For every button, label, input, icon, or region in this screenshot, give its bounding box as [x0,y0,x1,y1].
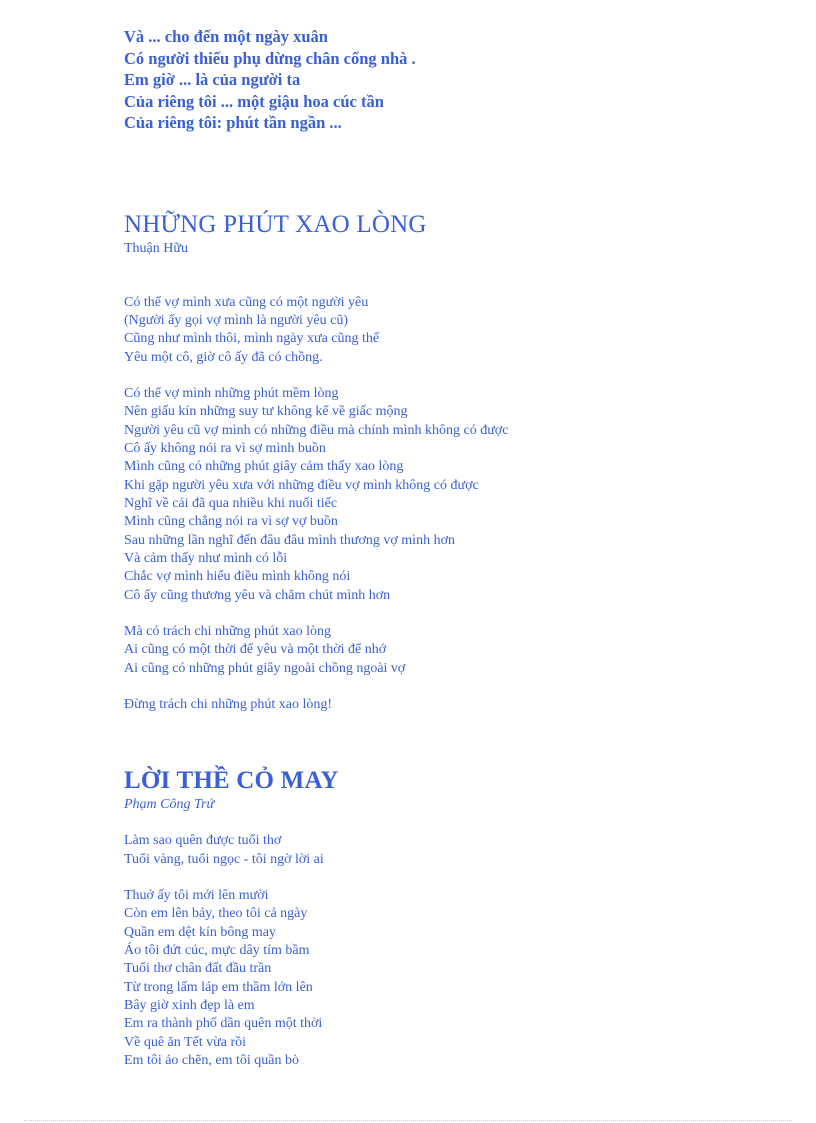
stanza [124,832,784,869]
poem-line: Người yêu cũ vợ mình có những điều mà chính mình không có được [124,422,509,438]
poem-line: Còn em lên bảy, theo tôi cả ngày [124,906,308,922]
poem-line: Của riêng tôi: phút tần ngần ... [124,113,342,132]
poem-line: Quần em dệt kín bông may [124,924,277,940]
stanza [124,385,784,605]
poem-line: Nên giấu kín những suy tư không kể về giấc mộng [124,404,408,420]
poem-line: Tuổi thơ chân đất đầu trần [124,961,272,977]
poem-line: Cũng như mình thôi, mình ngày xưa cũng thế [124,331,380,347]
poem-title: NHỮNG PHÚT XAO LÒNG [124,210,427,238]
poem-line: Đừng trách chi những phút xao lòng! [124,697,333,713]
document-page [124,26,784,1071]
stanza [124,294,784,367]
poem-line: Có người thiếu phụ dừng chân cổng nhà . [124,48,416,68]
stanza [124,623,784,678]
poem-author: Thuận Hữu [124,240,188,256]
poem-line: Sau những lần nghĩ đến đâu đâu mình thương vợ mình hơn [124,532,455,548]
poem-line: Tuổi vàng, tuổi ngọc - tôi ngờ lời ai [124,851,324,867]
poem-line: Chắc vợ mình hiểu điều mình không nói [124,569,351,585]
poem-line: Và cảm thấy như mình có lỗi [124,550,288,566]
poem-line: Em ra thành phố dần quên một thời [124,1016,323,1032]
poem-line: Ai cũng có những phút giây ngoài chồng ngoài vợ [124,660,406,676]
stanza [124,887,784,1070]
poem-line: Nghĩ về cái đã qua nhiều khi nuối tiếc [124,495,338,511]
poem-line: Cô ấy cũng thương yêu và chăm chút mình hơn [124,587,391,603]
stanza [124,696,784,714]
poem-line: Cô ấy không nói ra vì sợ mình buồn [124,440,326,456]
poem-line: Có thể vợ mình những phút mềm lòng [124,385,339,401]
poem-line: Ai cũng có một thời để yêu và một thời để nhớ [124,642,387,658]
poem-line: Yêu một cô, giờ cô ấy đã có chồng. [124,349,323,365]
poem-line: Mình cũng chẳng nói ra vì sợ vợ buồn [124,514,338,530]
poem-line: Mình cũng có những phút giây cảm thấy xao lòng [124,459,404,475]
poem-line: Từ trong lấm láp em thầm lớn lên [124,979,313,995]
poem-nhung-phut-xao-long [124,210,784,715]
poem-line: Của riêng tôi ... một giậu hoa cúc tần [124,91,384,111]
poem-line: Về quê ăn Tết vừa rồi [124,1034,247,1050]
poem-line: Mà có trách chi những phút xao lòng [124,624,332,639]
poem-author: Phạm Công Trứ [124,797,215,813]
poem-title: LỜI THỀ CỎ MAY [124,767,339,795]
poem-line: Áo tôi đứt cúc, mực dây tím bầm [124,943,310,959]
poem-line: Thuở ấy tôi mới lên mười [124,888,269,904]
poem-line: Khi gặp người yêu xưa với những điều vợ mình không có được [124,477,479,493]
poem-line: Em giờ ... là của người ta [124,70,301,89]
poem-loi-the-co-may [124,766,784,1070]
poem-line: Bây giờ xinh đẹp là em [124,998,255,1014]
poem-line: Có thể vợ mình xưa cũng có một người yêu [124,294,369,310]
poem-line: (Người ấy gọi vợ mình là người yêu cũ) [124,312,349,328]
poem-line: Em tôi áo chẽn, em tôi quần bò [124,1053,299,1069]
page-bottom-rule [24,1120,792,1121]
poem-line: Làm sao quên được tuổi thơ [124,833,282,849]
intro-stanza [124,26,784,134]
poem-line: Và ... cho đến một ngày xuân [124,27,328,46]
